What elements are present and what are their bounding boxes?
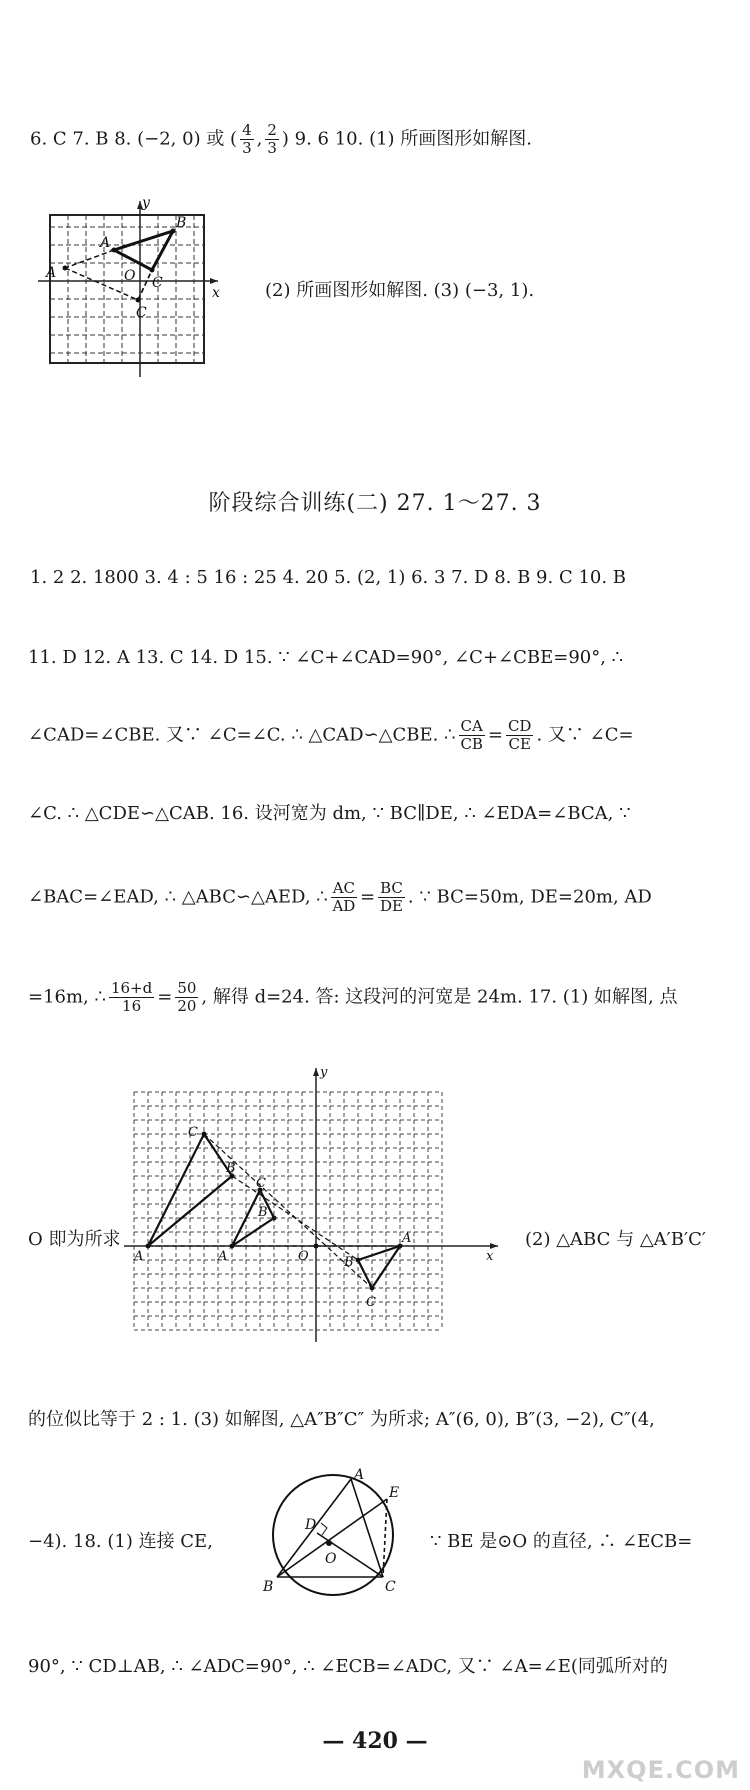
point-label: B <box>176 215 187 231</box>
point-label: C <box>366 1295 376 1310</box>
point-label: D <box>305 1517 317 1533</box>
point-label: A <box>134 1249 144 1264</box>
answers-line-6: ∠BAC=∠EAD, ∴ △ABC∽△AED, ∴ $\frac{AC}{AD}$ = $\frac{BC}{DE}$ . ∵ BC=50m, DE=20m, AD <box>28 879 652 915</box>
triangle-abc <box>114 231 173 270</box>
answer-text: ) 9. 6 10. (1) 所画图形如解图. <box>281 128 533 150</box>
point-label: C <box>256 1176 266 1191</box>
figure-2-right-text: (2) △ABC 与 △A′B′C′ <box>525 1229 706 1250</box>
point-label: O <box>325 1551 337 1567</box>
point-label: A <box>218 1249 228 1264</box>
axis-label: y <box>142 195 150 211</box>
figure-3-circle <box>255 1465 415 1605</box>
fraction: $\frac{BC}{DE}$ <box>380 879 403 915</box>
answers-line-9-right: ∵ BE 是⊙O 的直径, ∴ ∠ECB= <box>430 1531 693 1552</box>
point-label: C <box>188 1125 198 1140</box>
figure-2-left-text: O 即为所求 <box>28 1229 121 1250</box>
point-label: B <box>226 1161 236 1176</box>
point-label: E <box>389 1485 400 1501</box>
point-label: A <box>402 1231 412 1246</box>
point-label: O <box>298 1249 309 1264</box>
fraction: $\frac{AC}{AD}$ <box>332 879 356 915</box>
watermark-logo: MXQE.COM <box>581 1756 740 1784</box>
figure-1-grid <box>28 195 243 380</box>
answers-line-7: =16m, ∴ $\frac{16+d}{16}$ = $\frac{50}{20}$ , 解得 d=24. 答: 这段河的河宽是 24m. 17. (1) 如解图, 点 <box>28 979 678 1015</box>
point-label: A <box>46 265 57 281</box>
figure-2-grid <box>120 1060 510 1345</box>
answers-line-8: 的位似比等于 2 : 1. (3) 如解图, △A″B″C″ 为所求; A″(6, 0), B″(3, −2), C″(4, <box>28 1409 655 1430</box>
answer-text: 6. C 7. B 8. (−2, 0) 或 ( <box>30 128 238 150</box>
axis-label: x <box>486 1249 494 1264</box>
fraction: $\frac{16+d}{16}$ <box>110 979 153 1015</box>
fraction: $\frac{50}{20}$ <box>177 979 197 1015</box>
axis-label: x <box>212 285 220 301</box>
point-label: B <box>344 1255 354 1270</box>
fraction: $\frac{4}{3}$ <box>242 121 252 157</box>
fraction: $\frac{CA}{CB}$ <box>460 717 483 753</box>
point-label: O <box>124 268 136 284</box>
page-number: — 420 — <box>322 1728 428 1754</box>
answers-line-2: 1. 2 2. 1800 3. 4 : 5 16 : 25 4. 20 5. (2, 1) 6. 3 7. D 8. B 9. C 10. B <box>30 567 627 588</box>
fraction: $\frac{2}{3}$ <box>267 121 277 157</box>
answers-line-9-left: −4). 18. (1) 连接 CE, <box>28 1531 213 1552</box>
point-label: A <box>100 235 111 251</box>
fraction: $\frac{CD}{CE}$ <box>507 717 532 753</box>
answers-line-10: 90°, ∵ CD⊥AB, ∴ ∠ADC=90°, ∴ ∠ECB=∠ADC, 又∵ ∠A=∠E(同弧所对的 <box>28 1656 668 1677</box>
point-label: C <box>136 305 147 321</box>
answers-line-5: ∠C. ∴ △CDE∽△CAB. 16. 设河宽为 dm, ∵ BC∥DE, ∴ ∠EDA=∠BCA, ∵ <box>28 803 631 824</box>
answers-line-1: 6. C 7. B 8. (−2, 0) 或 ( $\frac{4}{3}$ , $\frac{2}{3}$ ) 9. 6 10. (1) 所画图形如解图. <box>30 121 533 157</box>
point-label: C <box>152 275 163 291</box>
point-label: B <box>258 1205 268 1220</box>
figure-1-caption: (2) 所画图形如解图. (3) (−3, 1). <box>265 280 535 301</box>
answers-line-4: ∠CAD=∠CBE. 又∵ ∠C=∠C. ∴ △CAD∽△CBE. ∴ $\frac{CA}{CB}$ = $\frac{CD}{CE}$ . 又∵ ∠C= <box>28 717 634 753</box>
point-label: B <box>263 1579 274 1595</box>
section-title: 阶段综合训练(二) 27. 1～27. 3 <box>208 491 542 516</box>
answers-line-3: 11. D 12. A 13. C 14. D 15. ∵ ∠C+∠CAD=90°, ∠C+∠CBE=90°, ∴ <box>28 647 624 668</box>
point-label: A <box>354 1467 365 1483</box>
axis-label: y <box>320 1065 328 1080</box>
point-label: C <box>385 1579 396 1595</box>
